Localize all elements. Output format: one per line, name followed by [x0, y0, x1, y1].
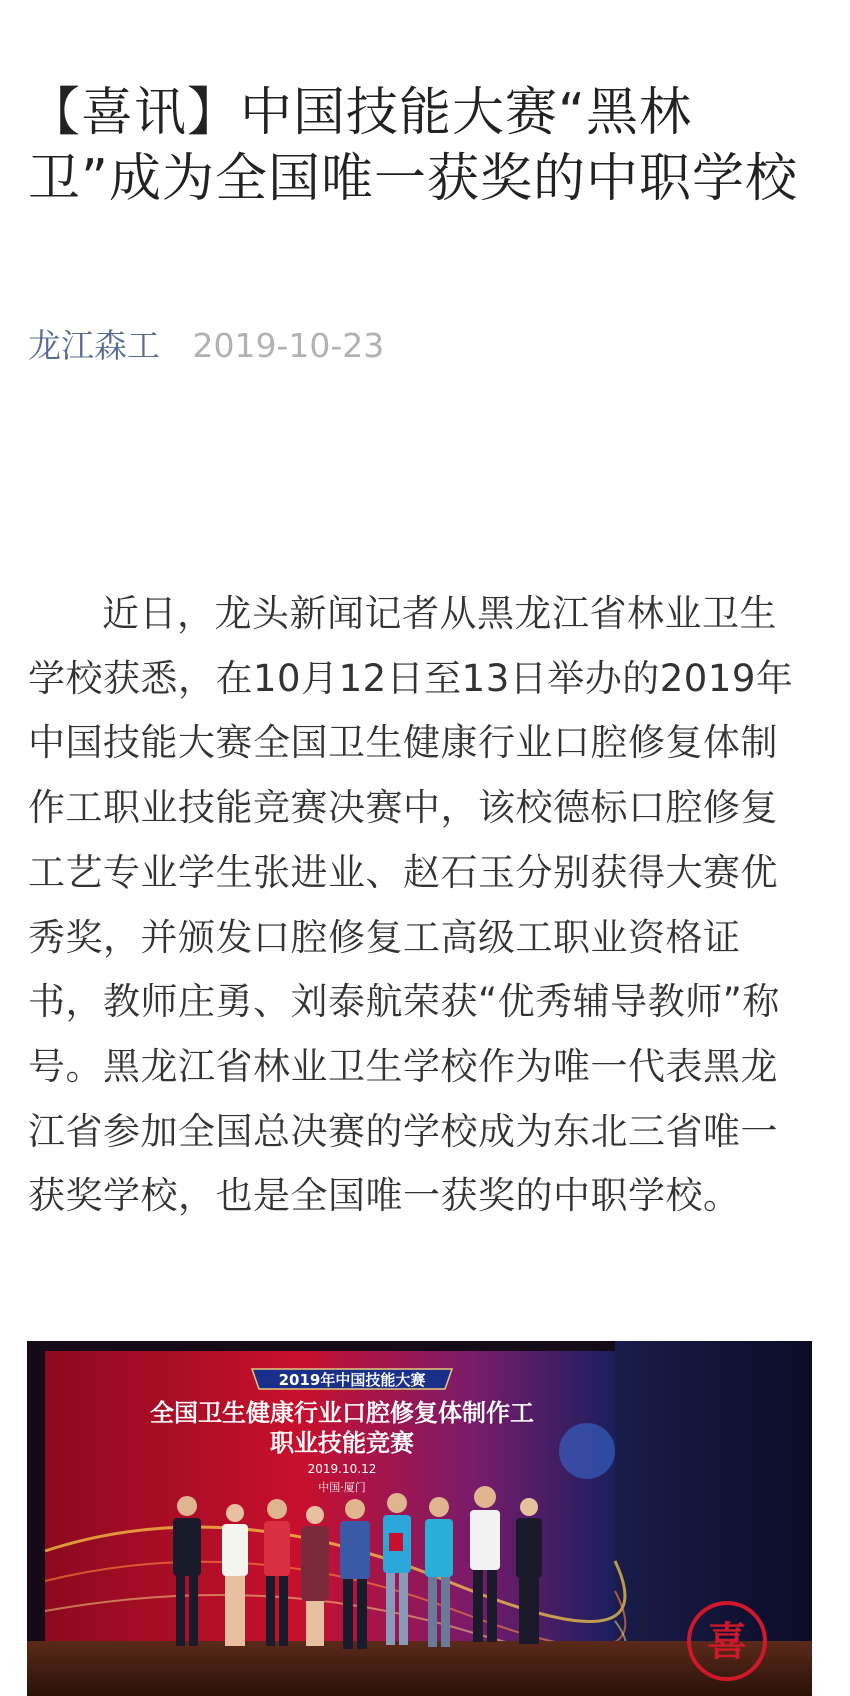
article-body: 近日，龙头新闻记者从黑龙江省林业卫生学校获悉，在10月12日至13日举办的2019年中国技能大赛全国卫生健康行业口腔修复体制作工职业技能竞赛决赛中，该校德标口腔修复工艺专业学生张进业、赵石玉分别获得大赛优秀奖，并颁发口腔修复工高级工职业资格证书，教师庄勇、刘泰航荣获“优秀辅导教师”称号。黑龙江省林业卫生学校作为唯一代表黑龙江省参加全国总决赛的学校成为东北三省唯一获奖学校，也是全国唯一获奖的中职学校。: [28, 592, 794, 1218]
article-meta: [28, 326, 384, 366]
banner-badge-text: 2019年中国技能大赛: [278, 1371, 426, 1389]
stamp-char: 喜: [707, 1619, 747, 1665]
banner-date: 2019.10.12: [307, 1462, 377, 1476]
article-title: 【喜讯】中国技能大赛“黑林卫”成为全国唯一获奖的中职学校: [28, 83, 798, 209]
banner-title-line1: 全国卫生健康行业口腔修复体制作工: [150, 1399, 534, 1427]
banner-place: 中国·厦门: [318, 1481, 366, 1494]
author-link[interactable]: 龙江森工: [28, 326, 160, 365]
banner-title-line2: 职业技能竞赛: [270, 1429, 414, 1457]
publish-date: 2019-10-23: [192, 326, 385, 365]
award-ceremony-photo[interactable]: [27, 1341, 812, 1696]
